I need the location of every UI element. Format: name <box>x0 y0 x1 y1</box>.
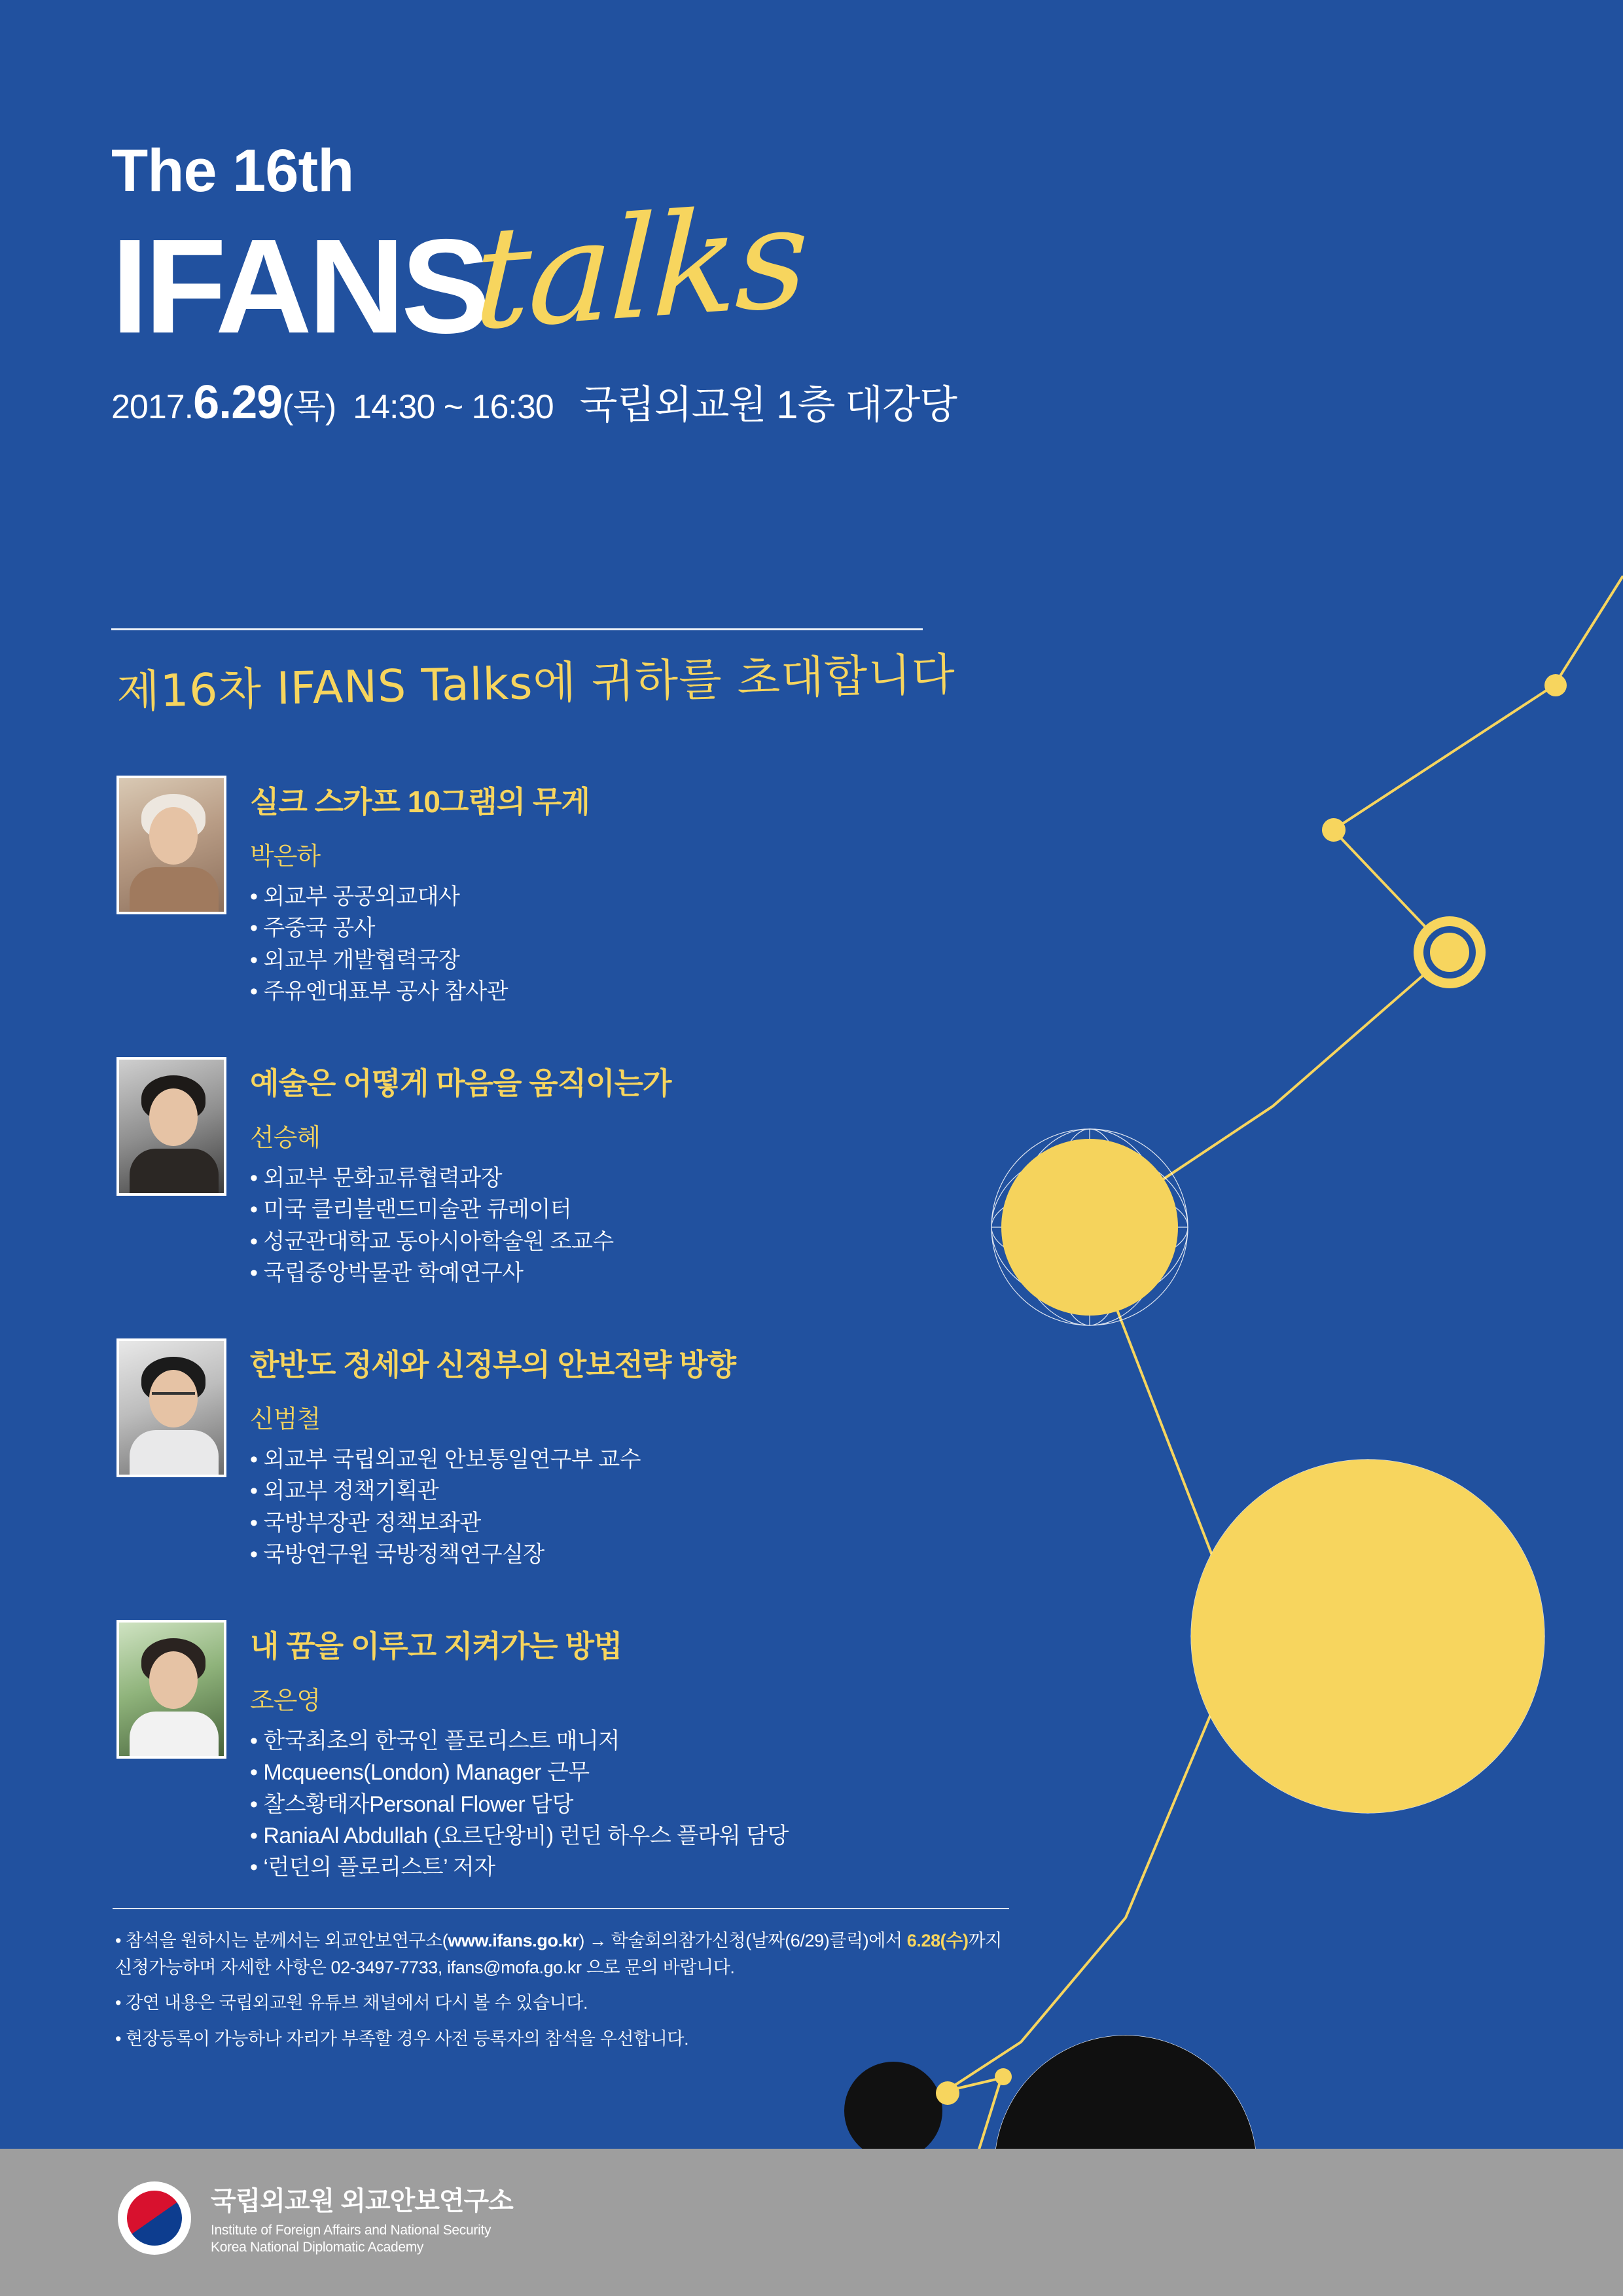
credential-item: • Mcqueens(London) Manager 근무 <box>250 1757 789 1788</box>
brand-lockup <box>111 174 1289 362</box>
decor-dot-2 <box>995 2068 1012 2085</box>
date-month-day: 6.29 <box>193 376 283 429</box>
speaker-credentials <box>250 881 590 1007</box>
speaker-photo-2 <box>116 1057 226 1196</box>
brand-talks-script: talks <box>471 174 809 362</box>
speaker-list <box>116 776 980 1933</box>
credential-item: • 한국최초의 한국인 플로리스트 매니저 <box>250 1725 789 1757</box>
korea-government-emblem-icon <box>118 2181 191 2255</box>
credential-item: • 국방연구원 국방정책연구실장 <box>250 1539 736 1570</box>
note-text-b: ) → 학술회의참가신청(날짜(6/29)클릭)에서 <box>579 1931 907 1950</box>
decor-node-2 <box>1544 674 1567 696</box>
speaker-name: 선승혜 <box>250 1124 321 1153</box>
speaker-item <box>116 776 980 1007</box>
credential-item: • 외교부 정책기획관 <box>250 1475 736 1507</box>
divider-top <box>111 628 923 630</box>
date-year: 2017. <box>111 387 194 426</box>
series-prefix: The 16th <box>111 137 354 204</box>
speaker-talk-title: 예술은 어떻게 마음을 움직이는가 <box>250 1066 671 1101</box>
event-datetime <box>111 374 1289 430</box>
credential-item: • 외교부 개발협력국장 <box>250 944 590 976</box>
speaker-talk-title: 한반도 정세와 신정부의 안보전략 방향 <box>250 1348 736 1382</box>
date-weekday: (목) <box>282 387 336 426</box>
note-registration: • 참석을 원하시는 분께서는 외교안보연구소(www.ifans.go.kr) → 학술회의참가신청(날짜(6/29)클릭)에서 6.28(수)까지 신청가능하며 자세한 사항은 02-3497-7733, ifans@mofa.go.kr 으로 문의 바랍니다. <box>115 1928 1044 1981</box>
speaker-item <box>116 1057 980 1289</box>
footer-org-ko: 국립외교원 외교안보연구소 <box>211 2187 513 2215</box>
credential-item: • RaniaAl Abdullah (요르단왕비) 런던 하우스 플라워 담당 <box>250 1820 789 1852</box>
note-text-a: 참석을 원하시는 분께서는 외교안보연구소( <box>126 1931 448 1950</box>
footer-bar <box>0 2149 1623 2296</box>
credential-item: • 외교부 공공외교대사 <box>250 881 590 912</box>
note-text-c: 까지 <box>968 1931 1002 1950</box>
decor-circle-yellow-medium <box>1001 1139 1178 1316</box>
registration-site-link[interactable]: www.ifans.go.kr <box>448 1931 579 1950</box>
footer-org-en2: Korea National Diplomatic Academy <box>211 2240 424 2255</box>
speaker-talk-title: 내 꿈을 이루고 지켜가는 방법 <box>250 1629 622 1664</box>
credential-item: • 외교부 국립외교원 안보통일연구부 교수 <box>250 1444 736 1475</box>
divider-notes <box>113 1908 1009 1909</box>
footer-org-en1: Institute of Foreign Affairs and National Security <box>211 2223 491 2238</box>
speaker-photo-1 <box>116 776 226 914</box>
note-onsite-text: 현장등록이 가능하나 자리가 부족할 경우 사전 등록자의 참석을 우선합니다. <box>126 2028 689 2049</box>
speaker-photo-4 <box>116 1620 226 1759</box>
credential-item: • 국립중앙박물관 학예연구사 <box>250 1257 671 1289</box>
registration-deadline: 6.28(수) <box>906 1931 969 1950</box>
note-youtube: • 강연 내용은 국립외교원 유튜브 채널에서 다시 볼 수 있습니다. <box>115 1993 588 2013</box>
credential-item: • 국방부장관 정책보좌관 <box>250 1507 736 1539</box>
note-youtube-text: 강연 내용은 국립외교원 유튜브 채널에서 다시 볼 수 있습니다. <box>126 1993 588 2013</box>
speaker-credentials <box>250 1162 671 1289</box>
speaker-name: 박은하 <box>250 843 321 870</box>
credential-item: • 미국 클리블랜드미술관 큐레이터 <box>250 1194 671 1225</box>
decor-circle-yellow-large <box>1191 1460 1544 1813</box>
speaker-name: 조은영 <box>250 1687 321 1715</box>
credential-item: • 주유엔대표부 공사 참사관 <box>250 976 590 1007</box>
decor-ring-core <box>1430 933 1469 972</box>
decor-node-1 <box>1322 818 1346 842</box>
speaker-name: 신범철 <box>250 1406 321 1434</box>
decor-ring-gap <box>1423 926 1476 978</box>
decor-circle-black-small <box>844 2062 942 2160</box>
note-onsite: • 현장등록이 가능하나 자리가 부족할 경우 사전 등록자의 참석을 우선합니다. <box>115 2028 689 2049</box>
speaker-credentials <box>250 1444 736 1570</box>
speaker-item <box>116 1620 980 1883</box>
event-time: 14:30 ~ 16:30 <box>353 387 554 426</box>
decor-dot-1 <box>936 2081 959 2105</box>
brand-ifans: IFANS <box>111 211 487 361</box>
notes-section <box>115 1928 1044 2061</box>
credential-item: • 외교부 문화교류협력과장 <box>250 1162 671 1194</box>
speaker-credentials <box>250 1725 789 1883</box>
speaker-talk-title: 실크 스카프 10그램의 무게 <box>250 785 590 819</box>
decor-ring-outer <box>1414 916 1486 988</box>
poster-header <box>111 137 1289 430</box>
credential-item: • 찰스황태자Personal Flower 담당 <box>250 1789 789 1820</box>
note-registration-line2: 신청가능하며 자세한 사항은 02-3497-7733, ifans@mofa.go.kr 으로 문의 바랍니다. <box>115 1957 735 1977</box>
speaker-item <box>116 1338 980 1570</box>
speaker-photo-3 <box>116 1338 226 1477</box>
invitation-line: 제16차 IFANS Talks에 귀하를 초대합니다 <box>116 649 956 719</box>
event-venue: 국립외교원 1층 대강당 <box>579 382 957 427</box>
credential-item: • 성균관대학교 동아시아학술원 조교수 <box>250 1226 671 1257</box>
credential-item: • ‘런던의 플로리스트’ 저자 <box>250 1852 789 1883</box>
credential-item: • 주중국 공사 <box>250 912 590 944</box>
